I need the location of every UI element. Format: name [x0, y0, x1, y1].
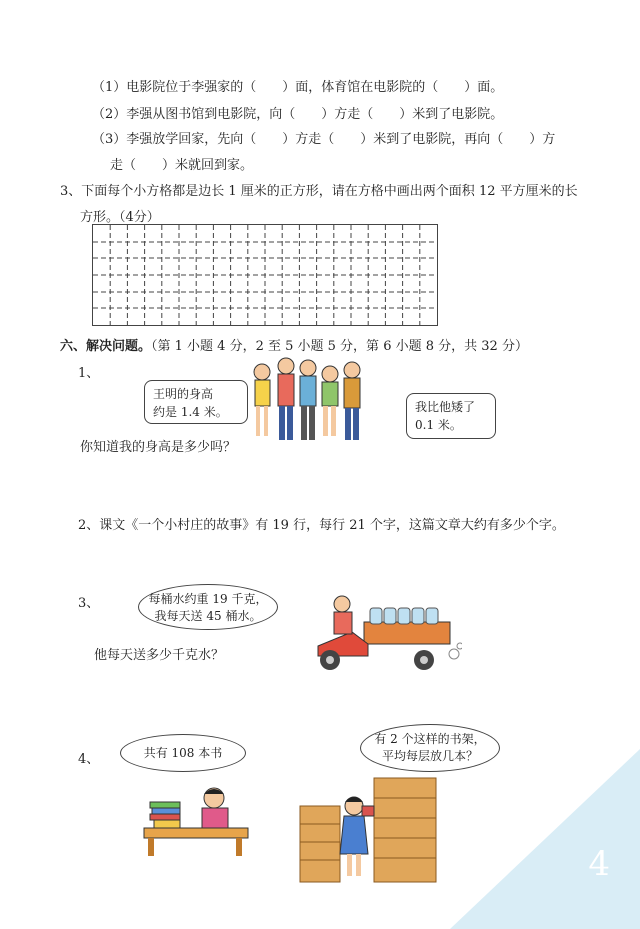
p3-question: 他每天送多少千克水？: [94, 648, 225, 663]
p4-thought-right-l2: 平均每层放几本？: [381, 749, 478, 763]
girl-at-desk-illustration: [140, 784, 252, 856]
children-group-illustration: [246, 354, 376, 450]
q2-sub1: （1）电影院位于李强家的（ ）面，体育馆在电影院的（ ）面。: [92, 80, 504, 95]
p3-speech-l1: 每桶水约重 19 千克，: [148, 592, 268, 606]
p1-speech-right-l2: 0.1 米。: [415, 418, 462, 432]
q3-line1: 3、下面每个小方格都是边长 1 厘米的正方形，请在方格中画出两个面积 12 平方厘米的长: [60, 184, 578, 199]
p1-speech-left-l2: 约是 1.4 米。: [153, 405, 228, 419]
p4-number: 4、: [78, 752, 100, 767]
p1-question: 你知道我的身高是多少吗？: [80, 440, 237, 455]
p3-speech-l2: 我每天送 45 桶水。: [154, 609, 262, 623]
p1-speech-left: [144, 380, 248, 424]
q2-sub2: （2）李强从图书馆到电影院，向（ ）方走（ ）米到了电影院。: [92, 107, 504, 122]
section6-heading-note: （第 1 小题 4 分，2 至 5 小题 5 分，第 6 小题 8 分，共 32 分）: [151, 339, 528, 354]
page-number: 4: [588, 844, 610, 884]
p4-thought-right: [360, 724, 500, 772]
q2-sub3-line1: （3）李强放学回家，先向（ ）方走（ ）米到了电影院，再向（ ）方: [92, 132, 556, 147]
girl-with-bookshelves-illustration: [298, 776, 438, 888]
section6-heading: 六、解决问题。: [60, 339, 152, 354]
p3-number: 3、: [78, 596, 100, 611]
q3-line2: 方形。（4分）: [80, 210, 160, 225]
section6-heading-wrap: [60, 335, 528, 354]
grid-lines: [93, 225, 437, 325]
p1-speech-right: [406, 393, 496, 439]
drawing-grid[interactable]: [92, 224, 438, 326]
p1-speech-right-l1: 我比他矮了: [415, 400, 476, 414]
water-delivery-tricycle-illustration: [312, 594, 462, 674]
corner-decoration: [450, 749, 640, 929]
p4-thought-right-l1: 有 2 个这样的书架，: [374, 732, 486, 746]
p4-thought-left: 共有 108 本书: [120, 734, 246, 772]
p1-number: 1、: [78, 366, 100, 381]
p1-speech-left-l1: 王明的身高: [153, 387, 214, 401]
p2-text: 2、课文《一个小村庄的故事》有 19 行，每行 21 个字，这篇文章大约有多少个字。: [78, 518, 565, 533]
q2-sub3-line2: 走（ ）米就回到家。: [110, 158, 254, 173]
p3-speech: [138, 584, 278, 630]
